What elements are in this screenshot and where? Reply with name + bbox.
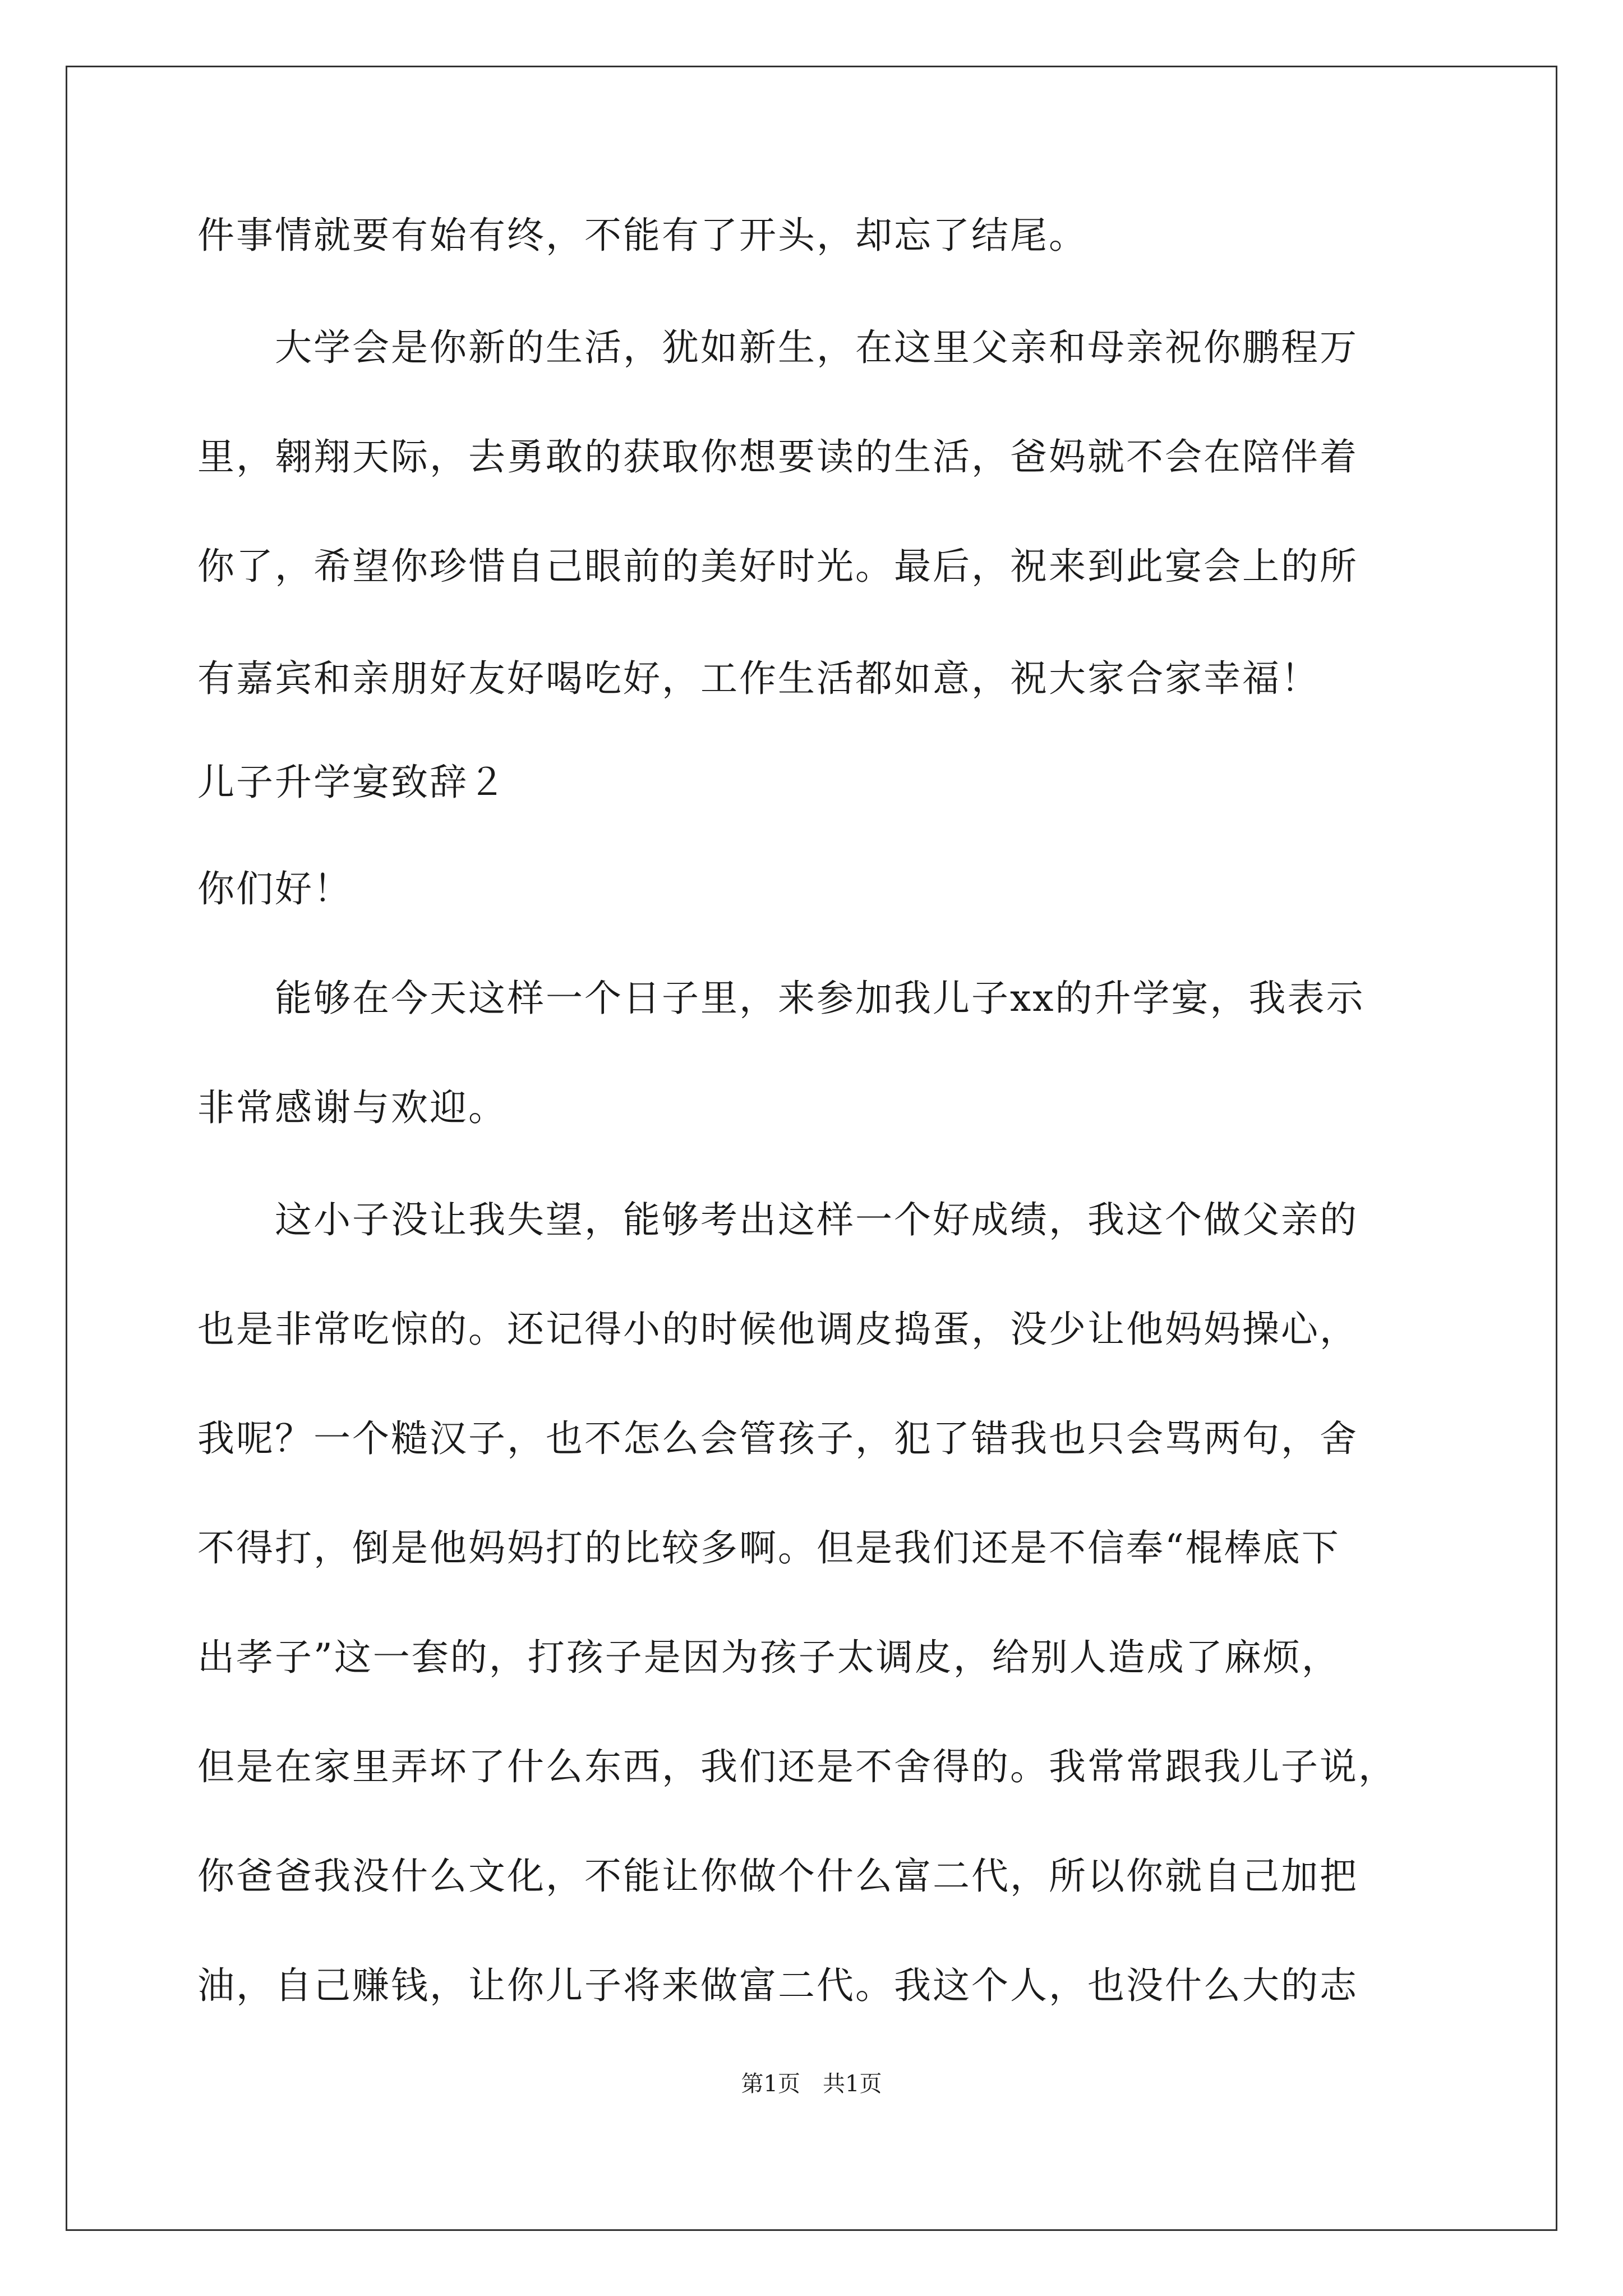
greeting-line: 你们好！ <box>197 867 352 910</box>
paragraph-line: 件事情就要有始有终，不能有了开头，却忘了结尾。 <box>197 214 1087 257</box>
section-heading: 儿子升学宴致辞２ <box>197 761 507 804</box>
page-border <box>66 66 1557 2231</box>
paragraph-line: 你爸爸我没什么文化，不能让你做个什么富二代，所以你就自己加把 <box>197 1855 1358 1898</box>
paragraph-line: 油，自己赚钱，让你儿子将来做富二代。我这个人，也没什么大的志 <box>197 1964 1358 2007</box>
paragraph-line: 非常感谢与欢迎。 <box>197 1086 507 1129</box>
paragraph-line: 能够在今天这样一个日子里，来参加我儿子xx的升学宴，我表示 <box>197 977 1365 1020</box>
paragraph-line: 大学会是你新的生活，犹如新生，在这里父亲和母亲祝你鹏程万 <box>197 326 1358 369</box>
paragraph-line: 有嘉宾和亲朋好友好喝吃好，工作生活都如意，祝大家合家幸福！ <box>197 657 1320 700</box>
page-number-footer: 第1页 共1页 <box>741 2071 882 2097</box>
paragraph-line: 你了，希望你珍惜自己眼前的美好时光。最后，祝来到此宴会上的所 <box>197 545 1358 588</box>
paragraph-line: 不得打，倒是他妈妈打的比较多啊。但是我们还是不信奉“棍棒底下 <box>197 1526 1340 1570</box>
paragraph-line: 但是在家里弄坏了什么东西，我们还是不舍得的。我常常跟我儿子说， <box>197 1745 1397 1788</box>
paragraph-line: 也是非常吃惊的。还记得小的时候他调皮捣蛋，没少让他妈妈操心， <box>197 1308 1358 1351</box>
paragraph-line: 出孝子”这一套的，打孩子是因为孩子太调皮，给别人造成了麻烦， <box>197 1636 1340 1679</box>
paragraph-line: 这小子没让我失望，能够考出这样一个好成绩，我这个做父亲的 <box>197 1198 1358 1241</box>
paragraph-line: 里，翱翔天际，去勇敢的获取你想要读的生活，爸妈就不会在陪伴着 <box>197 435 1358 478</box>
paragraph-line: 我呢？一个糙汉子，也不怎么会管孩子，犯了错我也只会骂两句，舍 <box>197 1417 1358 1460</box>
